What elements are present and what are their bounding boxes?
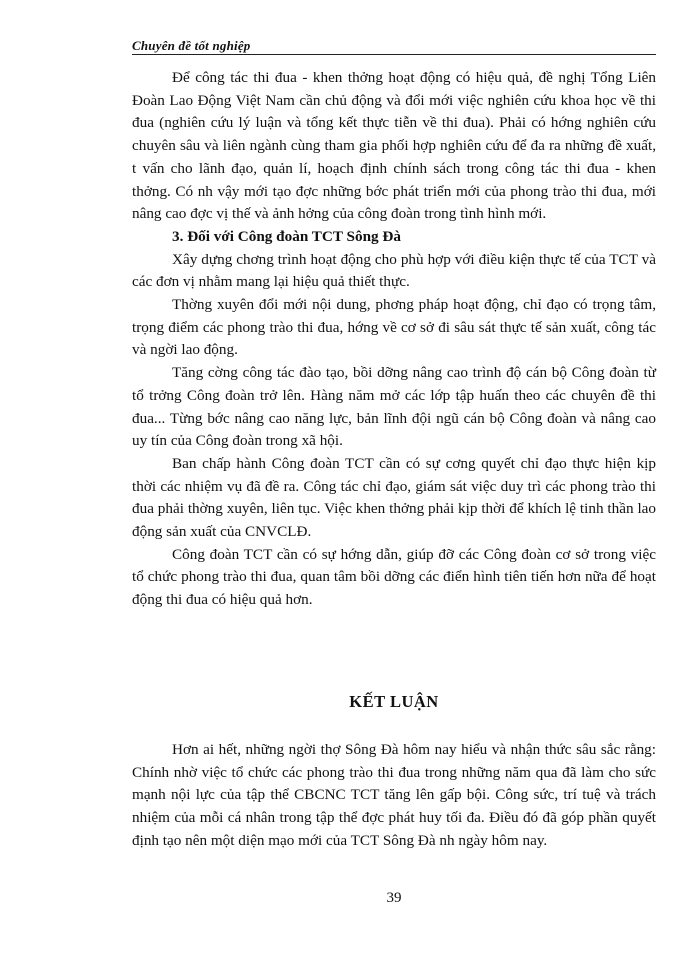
paragraph: Tăng cờng công tác đào tạo, bồi dỡng nâng cao trình độ cán bộ Công đoàn từ tổ trởng Công đoàn trở lên. Hàng năm mở các lớp tập huấn theo các chuyên đề thi đua... Từng bớc nâng cao năng lực, bản lĩnh đội ngũ cán bộ Công đoàn và nâng cao uy tín của Công đoàn trong xã hội.	[132, 364, 656, 450]
section-body	[132, 67, 656, 612]
section-heading: 3. Đối với Công đoàn TCT Sông Đà	[172, 227, 401, 245]
paragraph: Hơn ai hết, những ngời thợ Sông Đà hôm nay hiểu và nhận thức sâu sắc rằng: Chính nhờ việc tổ chức các phong trào thi đua trong những năm qua đã làm cho sức mạnh nội lực của tập thể CBCNC TCT tăng lên gấp bội. Công sức, trí tuệ và trách nhiệm của mỗi cá nhân trong tập thể đợc phát huy tối đa. Điều đó đã góp phần quyết định tạo nên một diện mạo mới của TCT Sông Đà nh ngày hôm nay.	[132, 741, 656, 849]
paragraph: Để công tác thi đua - khen thởng hoạt động có hiệu quả, đề nghị Tổng Liên Đoàn Lao Động Việt Nam cần chủ động và đổi mới việc nghiên cứu khoa học về thi đua (nghiên cứu lý luận và tổng kết thực tiễn về thi đua). Phải có hớng nghiên cứu chuyên sâu và liên ngành cùng tham gia phối hợp nghiên cứu để đa ra những đề xuất, t vấn cho lãnh đạo, quản lí, hoạch định chính sách trong công tác thi đua - khen thởng. Có nh vậy mới tạo đợc những bớc phát triển mới của phong trào thi đua, mới nâng cao đợc vị thế và ảnh hởng của công đoàn trong tình hình mới.	[132, 69, 656, 223]
page-header	[132, 40, 656, 56]
header-rule	[132, 54, 656, 55]
paragraph: Thờng xuyên đổi mới nội dung, phơng pháp hoạt động, chỉ đạo có trọng tâm, trọng điểm các phong trào thi đua, hớng về cơ sở đi sâu sát thực tế sản xuất, công tác và ngời lao động.	[132, 296, 656, 359]
paragraph: Xây dựng chơng trình hoạt động cho phù hợp với điều kiện thực tế của TCT và các đơn vị nhằm mang lại hiệu quả thiết thực.	[132, 250, 656, 291]
page-number: 39	[386, 890, 402, 906]
paragraph: Ban chấp hành Công đoàn TCT cần có sự cơng quyết chỉ đạo thực hiện kịp thời các nhiệm vụ đã đề ra. Công tác chỉ đạo, giám sát việc duy trì các phong trào thi đua phải thờng xuyên, liên tục. Việc khen thởng phải kịp thời để khích lệ tinh thần lao động sản xuất của CNVCLĐ.	[132, 454, 656, 541]
conclusion-body	[132, 739, 656, 853]
conclusion-title: KẾT LUẬN	[349, 692, 439, 711]
paragraph: Công đoàn TCT cần có sự hớng dẫn, giúp đỡ các Công đoàn cơ sở trong việc tổ chức phong trào thi đua, quan tâm bồi dỡng các điển hình tiên tiến hơn nữa để hoạt động thi đua có hiệu quả hơn.	[132, 545, 656, 609]
header-title: Chuyên đề tốt nghiệp	[132, 38, 251, 53]
